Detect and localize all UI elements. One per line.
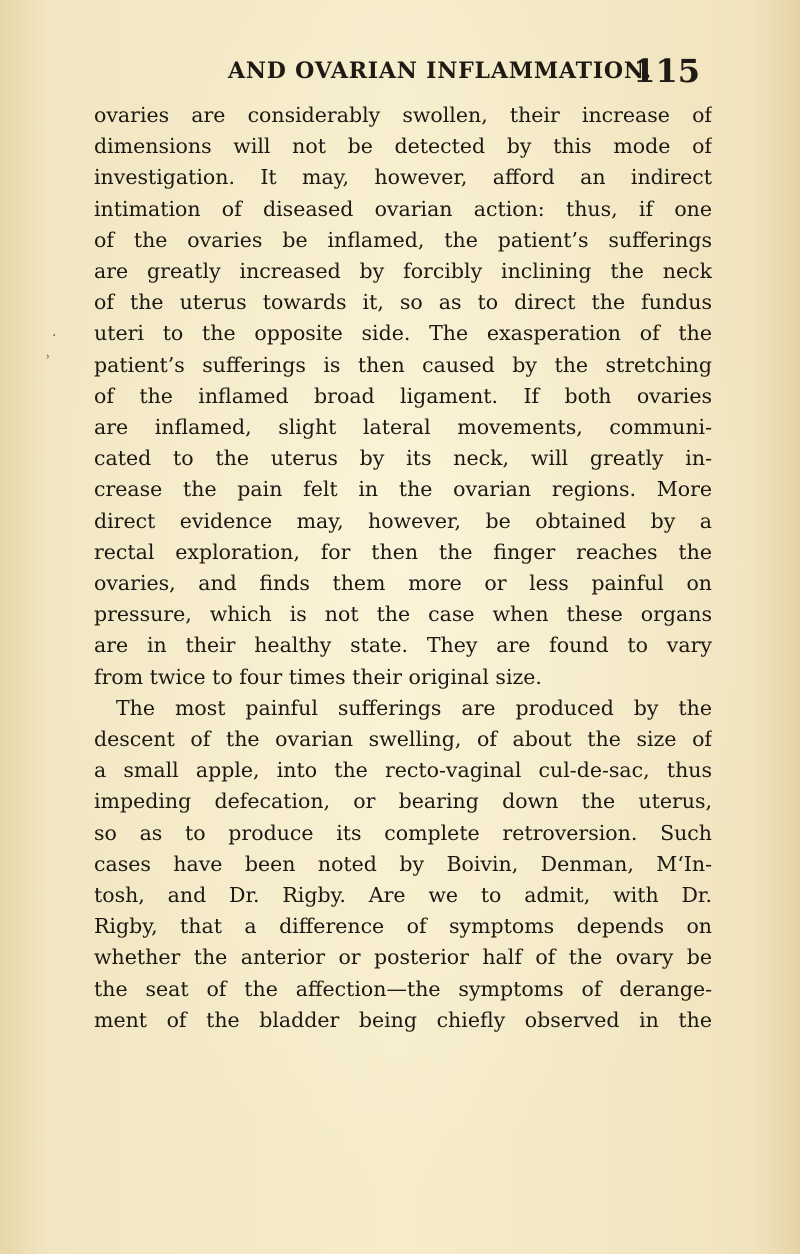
- text-line: are in their healthy state. They are found to vary: [94, 633, 712, 658]
- text-line: crease the pain felt in the ovarian regions. More: [94, 477, 712, 502]
- text-line: uteri to the opposite side. The exasperation of the: [94, 321, 712, 346]
- text-line: from twice to four times their original size.: [94, 664, 542, 689]
- text-line: a small apple, into the recto-vaginal cul-de-sac, thus: [94, 758, 712, 783]
- text-line: whether the anterior or posterior half of the ovary be: [94, 945, 712, 970]
- text-line: Rigby, that a difference of symptoms depends on: [94, 914, 712, 939]
- text-line: descent of the ovarian swelling, of about the size of: [94, 727, 712, 752]
- margin-speck-icon: ·: [52, 328, 57, 344]
- text-line: direct evidence may, however, be obtained by a: [94, 508, 712, 533]
- text-line: ovaries, and finds them more or less painful on: [94, 571, 712, 596]
- text-line: tosh, and Dr. Rigby. Are we to admit, with Dr.: [94, 883, 712, 908]
- text-line: of the ovaries be inflamed, the patient’s sufferings: [94, 227, 712, 252]
- running-head: AND OVARIAN INFLAMMATION.: [228, 58, 652, 84]
- page-number: 115: [633, 52, 700, 90]
- page-header: [0, 52, 800, 92]
- text-line: of the inflamed broad ligament. If both ovaries: [94, 383, 712, 408]
- text-line: ovaries are considerably swollen, their increase of: [94, 103, 712, 127]
- text-line: cated to the uterus by its neck, will greatly in-: [94, 446, 712, 471]
- text-line: intimation of diseased ovarian action: thus, if one: [94, 196, 712, 221]
- text-line: investigation. It may, however, afford an indirect: [94, 165, 712, 190]
- text-line: patient’s sufferings is then caused by the stretching: [94, 352, 712, 377]
- text-line: ment of the bladder being chiefly observed in the: [94, 1007, 712, 1032]
- body-text: [94, 100, 712, 1036]
- text-line: rectal exploration, for then the finger reaches the: [94, 539, 712, 564]
- text-line: are greatly increased by forcibly inclining the neck: [94, 259, 712, 284]
- text-line: of the uterus towards it, so as to direct the fundus: [94, 290, 712, 315]
- text-line: impeding defecation, or bearing down the uterus,: [94, 789, 712, 814]
- margin-speck-icon: ˒: [46, 350, 51, 366]
- text-line: the seat of the affection—the symptoms of derange-: [94, 976, 712, 1001]
- text-line: pressure, which is not the case when these organs: [94, 602, 712, 627]
- text-line: dimensions will not be detected by this mode of: [94, 134, 712, 159]
- text-line: cases have been noted by Boivin, Denman, M‘In-: [94, 851, 712, 876]
- text-line: are inflamed, slight lateral movements, communi-: [94, 415, 712, 440]
- text-line: so as to produce its complete retroversion. Such: [94, 820, 712, 845]
- text-line: The most painful sufferings are produced by the: [116, 695, 712, 720]
